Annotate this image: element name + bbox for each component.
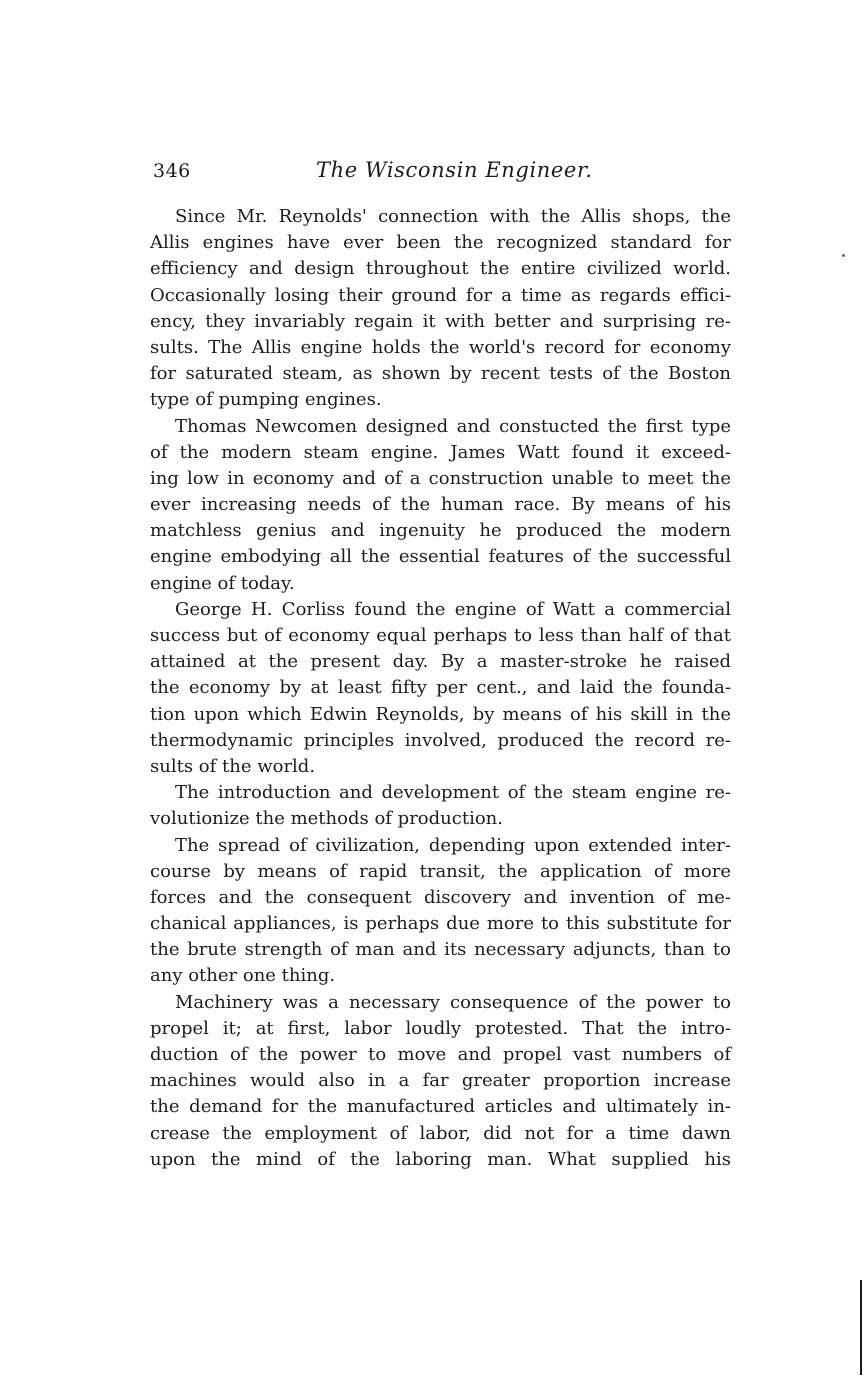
- text-line: tion upon which Edwin Reynolds, by means of his skill in the: [150, 703, 731, 725]
- paragraph: [150, 833, 731, 990]
- scan-speck: [842, 254, 845, 257]
- text-line: The spread of civilization, depending upon extended inter-: [175, 834, 731, 856]
- text-line: forces and the consequent discovery and invention of me-: [150, 886, 731, 908]
- text-line: thermodynamic principles involved, produced the record re-: [150, 729, 731, 751]
- text-line: Since Mr. Reynolds' connection with the Allis shops, the: [175, 206, 731, 227]
- text-line: type of pumping engines.: [150, 389, 382, 411]
- text-line: the brute strength of man and its necessary adjuncts, than to: [150, 939, 731, 961]
- text-line: The introduction and development of the steam engine re-: [175, 782, 731, 804]
- text-line: machines would also in a far greater proportion increase: [150, 1070, 731, 1092]
- text-line: course by means of rapid transit, the application of more: [150, 860, 731, 882]
- text-line: ing low in economy and of a construction unable to meet the: [150, 467, 731, 489]
- text-line: success but of economy equal perhaps to less than half of that: [150, 625, 731, 646]
- text-line: any other one thing.: [150, 965, 336, 987]
- text-line: Occasionally losing their ground for a time as regards effici-: [150, 284, 731, 306]
- text-line: volutionize the methods of production.: [150, 808, 503, 830]
- text-line: matchless genius and ingenuity he produced the modern: [150, 520, 731, 542]
- text-line: Allis engines have ever been the recognized standard for: [150, 232, 731, 254]
- paragraph: [150, 414, 731, 597]
- text-line: efficiency and design throughout the entire civilized world.: [150, 258, 731, 280]
- paragraph: [150, 204, 731, 414]
- text-line: sults. The Allis engine holds the world's record for economy: [150, 336, 731, 358]
- paragraph: [150, 597, 731, 780]
- scan-edge-mark: [860, 1280, 862, 1375]
- text-line: engine of today.: [150, 572, 295, 594]
- paragraph: [150, 780, 731, 832]
- text-line: attained at the present day. By a master-stroke he raised: [150, 651, 731, 673]
- text-line: George H. Corliss found the engine of Watt a commercial: [175, 598, 731, 620]
- text-line: upon the mind of the laboring man. What supplied his: [150, 1148, 731, 1170]
- text-line: ency, they invariably regain it with better and surprising re-: [150, 310, 731, 332]
- text-line: the demand for the manufactured articles and ultimately in-: [150, 1096, 731, 1118]
- text-line: sults of the world.: [150, 755, 316, 777]
- text-line: duction of the power to move and propel vast numbers of: [150, 1044, 731, 1065]
- text-line: for saturated steam, as shown by recent tests of the Boston: [150, 363, 731, 385]
- text-line: Thomas Newcomen designed and constucted the first type: [175, 415, 731, 437]
- text-line: ever increasing needs of the human race. By means of his: [150, 494, 731, 516]
- text-line: crease the employment of labor, did not for a time dawn: [150, 1122, 731, 1144]
- text-line: the economy by at least fifty per cent., and laid the founda-: [150, 677, 731, 699]
- text-line: engine embodying all the essential features of the successful: [150, 546, 731, 568]
- text-line: Machinery was a necessary consequence of the power to: [175, 991, 731, 1013]
- running-head-title: The Wisconsin Engineer.: [316, 158, 593, 182]
- text-line: of the modern steam engine. James Watt found it exceed-: [150, 441, 731, 463]
- page-number: 346: [153, 160, 191, 182]
- body-text: [150, 204, 731, 1173]
- text-line: propel it; at first, labor loudly protested. That the intro-: [150, 1017, 731, 1039]
- paragraph: [150, 990, 731, 1173]
- text-line: chanical appliances, is perhaps due more to this substitute for: [150, 913, 731, 935]
